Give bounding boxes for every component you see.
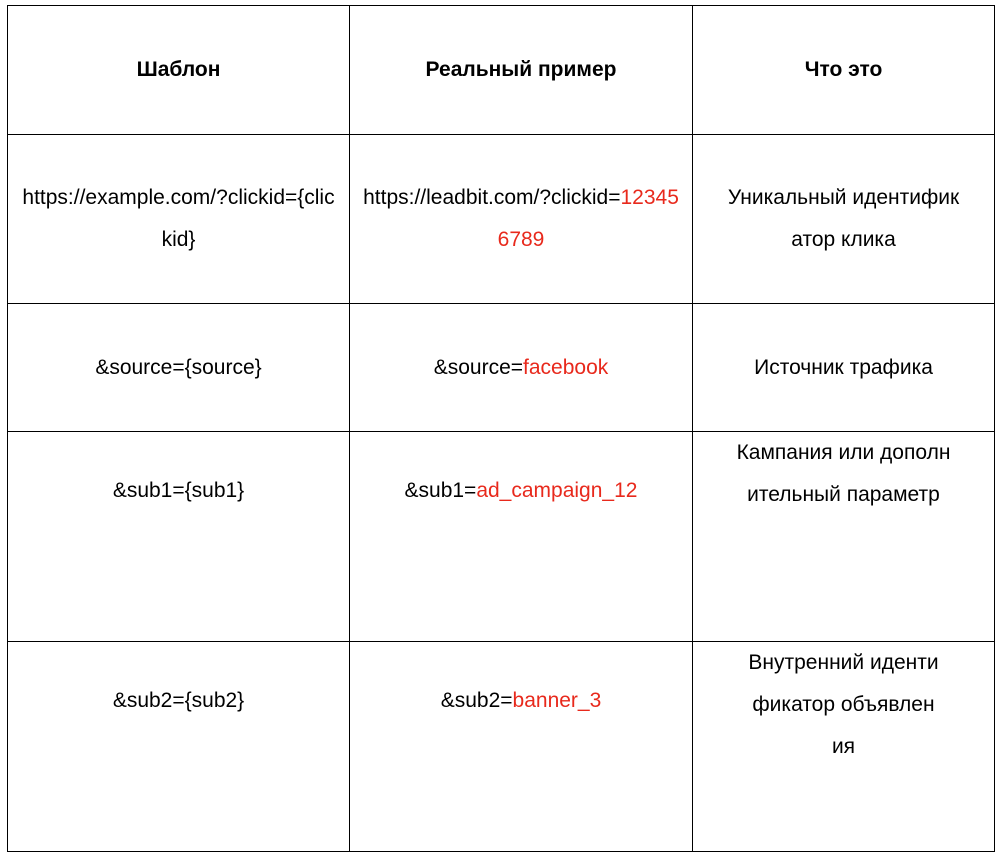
header-template: Шаблон <box>8 6 350 135</box>
example-cell <box>350 304 693 432</box>
table-row <box>8 135 995 304</box>
example-value: 123456789 <box>497 186 679 251</box>
description-text: Кампания или дополнительный параметр <box>736 441 951 506</box>
header-description: Что это <box>693 6 995 135</box>
template-text: &source={source} <box>95 355 262 379</box>
description-text: Внутренний идентификатор объявления <box>748 651 939 758</box>
description-cell <box>693 432 995 642</box>
table-row <box>8 642 995 852</box>
example-prefix: &sub2= <box>440 689 513 712</box>
description-cell <box>693 135 995 304</box>
example-prefix: &source= <box>433 355 524 379</box>
template-cell <box>8 432 350 642</box>
template-text: https://example.com/?clickid={clickid} <box>22 186 335 251</box>
template-cell <box>8 135 350 304</box>
example-cell <box>350 432 693 642</box>
example-value: facebook <box>523 355 609 379</box>
description-cell <box>693 642 995 852</box>
example-prefix: https://leadbit.com/?clickid= <box>363 186 621 209</box>
template-text: &sub1={sub1} <box>112 479 245 502</box>
template-cell <box>8 642 350 852</box>
template-text: &sub2={sub2} <box>112 689 245 712</box>
example-cell <box>350 135 693 304</box>
example-value: ad_campaign_12 <box>476 479 638 502</box>
template-cell <box>8 304 350 432</box>
description-cell <box>693 304 995 432</box>
example-value: banner_3 <box>512 689 602 712</box>
description-text: Источник трафика <box>754 355 933 379</box>
header-row <box>8 6 995 135</box>
parameters-table <box>7 5 995 852</box>
table-row <box>8 304 995 432</box>
description-text: Уникальный идентификатор клика <box>727 186 960 251</box>
header-example: Реальный пример <box>350 6 693 135</box>
example-prefix: &sub1= <box>404 479 477 502</box>
table-row <box>8 432 995 642</box>
example-cell <box>350 642 693 852</box>
